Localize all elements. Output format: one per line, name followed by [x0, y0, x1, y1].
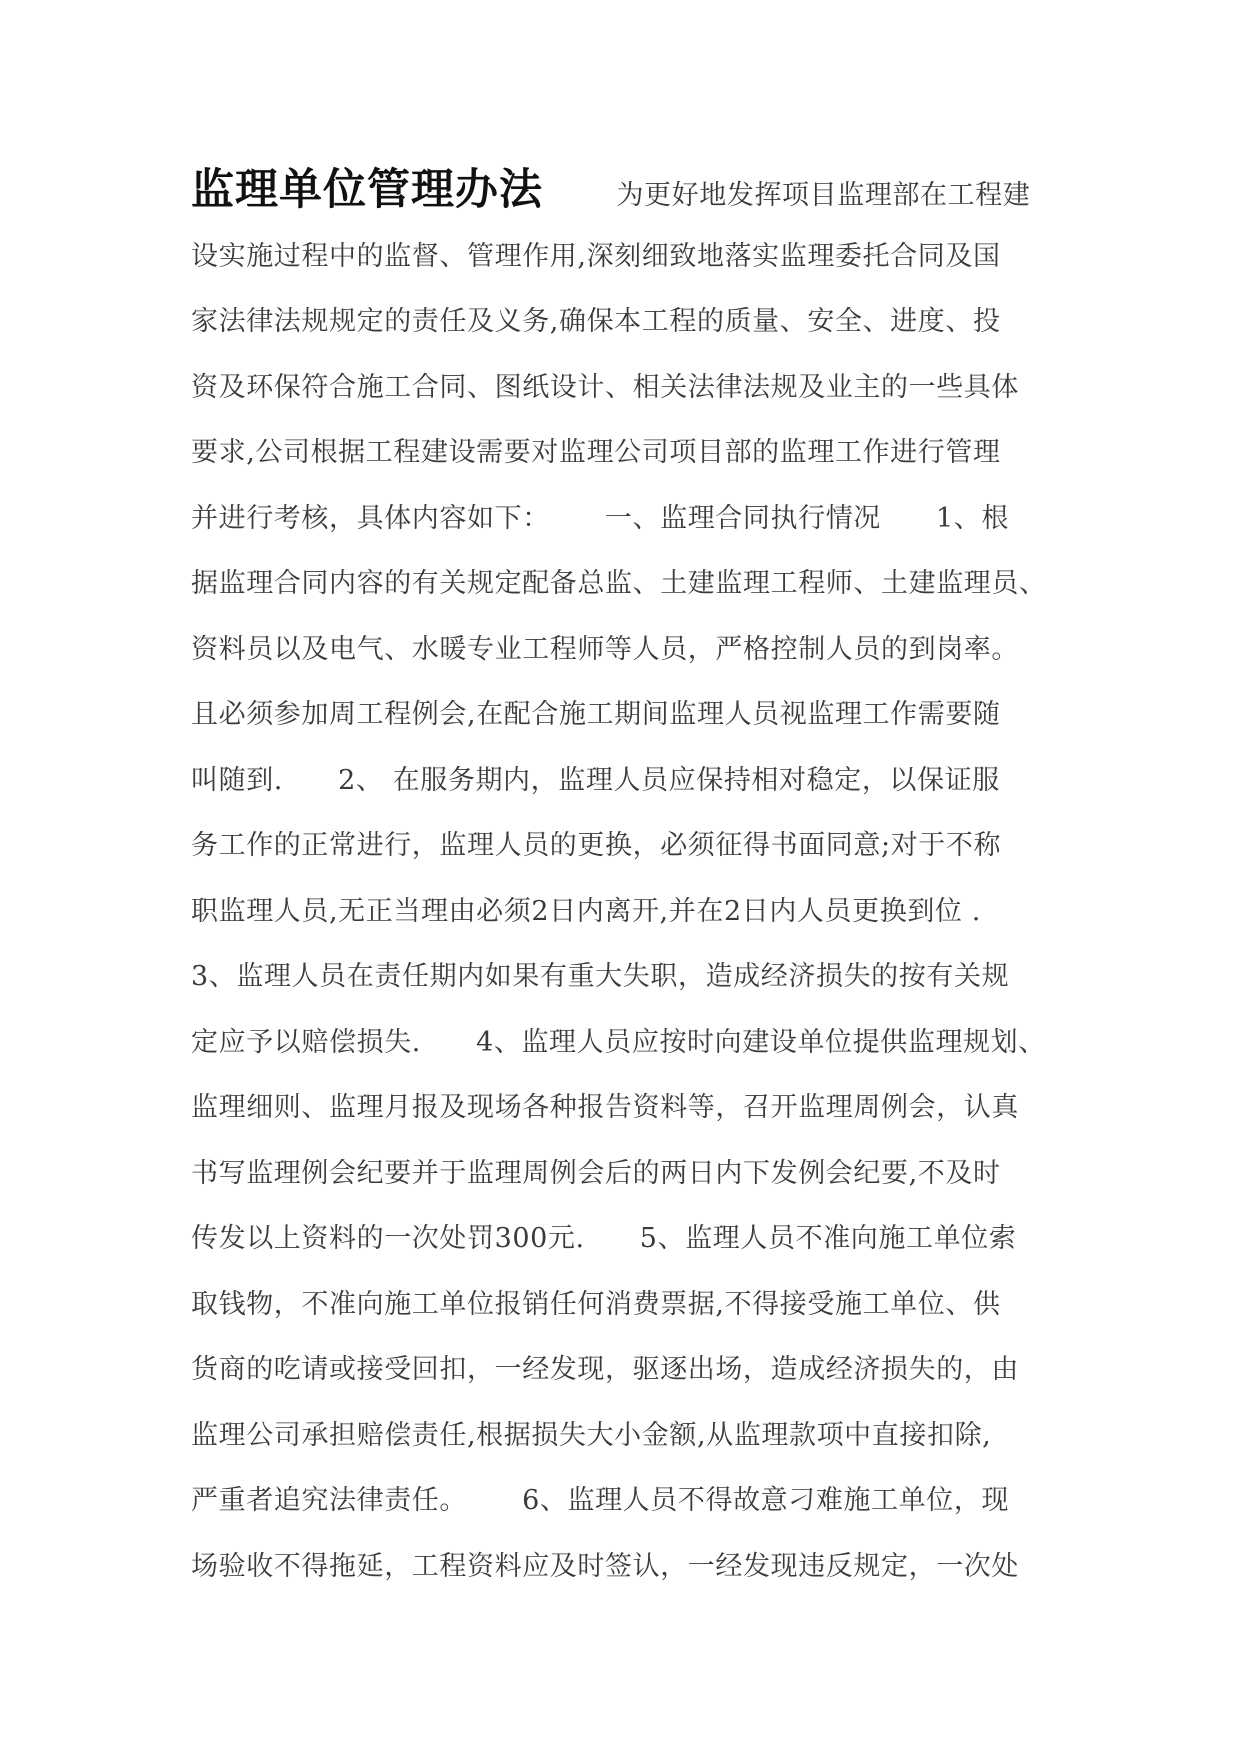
body-text-line: 资料员以及电气、水暖专业工程师等人员，严格控制人员的到岗率。: [191, 633, 1019, 665]
first-line: [191, 158, 1061, 224]
body-text-line: 为更好地发挥项目监理部在工程建: [543, 180, 1031, 211]
body-text-line: 叫随到. 2、 在服务期内，监理人员应保持相对稳定，以保证服: [191, 764, 1000, 796]
body-text-line: 据监理合同内容的有关规定配备总监、土建监理工程师、土建监理员、: [191, 568, 1047, 599]
body-text-line: 监理细则、监理月报及现场各种报告资料等，召开监理周例会，认真: [191, 1092, 1019, 1123]
body-text-line: 且必须参加周工程例会,在配合施工期间监理人员视监理工作需要随: [191, 699, 1001, 730]
body-text-line: 要求,公司根据工程建设需要对监理公司项目部的监理工作进行管理: [191, 437, 1001, 468]
body-text-line: 家法律法规规定的责任及义务,确保本工程的质量、安全、进度、投: [191, 306, 1001, 337]
body-text-line: 职监理人员,无正当理由必须2日内离开,并在2日内人员更换到位 .: [191, 895, 981, 927]
document-title: 监理单位管理办法: [191, 165, 543, 215]
body-text-line: 监理公司承担赔偿责任,根据损失大小金额,从监理款项中直接扣除,: [191, 1419, 992, 1451]
body-text-line: 设实施过程中的监督、管理作用,深刻细致地落实监理委托合同及国: [191, 240, 1001, 272]
body-text-line: 书写监理例会纪要并于监理周例会后的两日内下发例会纪要,不及时: [191, 1157, 1001, 1189]
body-text-line: 定应予以赔偿损失. 4、监理人员应按时向建设单位提供监理规划、: [191, 1026, 1046, 1058]
body-text-line: 3、监理人员在责任期内如果有重大失职，造成经济损失的按有关规: [191, 961, 1010, 992]
body-text-line: 货商的吃请或接受回扣，一经发现，驱逐出场，造成经济损失的，由: [191, 1354, 1019, 1385]
body-text-line: 场验收不得拖延，工程资料应及时签认，一经发现违反规定，一次处: [191, 1550, 1019, 1582]
body-text-line: 务工作的正常进行，监理人员的更换，必须征得书面同意;对于不称: [191, 830, 1002, 861]
body-text-line: 严重者追究法律责任。 6、监理人员不得故意刁难施工单位，现: [191, 1485, 1010, 1516]
body-text-line: 资及环保符合施工合同、图纸设计、相关法律法规及业主的一些具体: [191, 371, 1019, 403]
body-text-line: 传发以上资料的一次处罚300元. 5、监理人员不准向施工单位索: [191, 1223, 1017, 1254]
document-body: [191, 158, 1061, 1599]
body-text-line: 取钱物，不准向施工单位报销任何消费票据,不得接受施工单位、供: [191, 1288, 1001, 1320]
body-text-line: 并进行考核，具体内容如下： 一、监理合同执行情况 1、根: [191, 502, 1009, 534]
